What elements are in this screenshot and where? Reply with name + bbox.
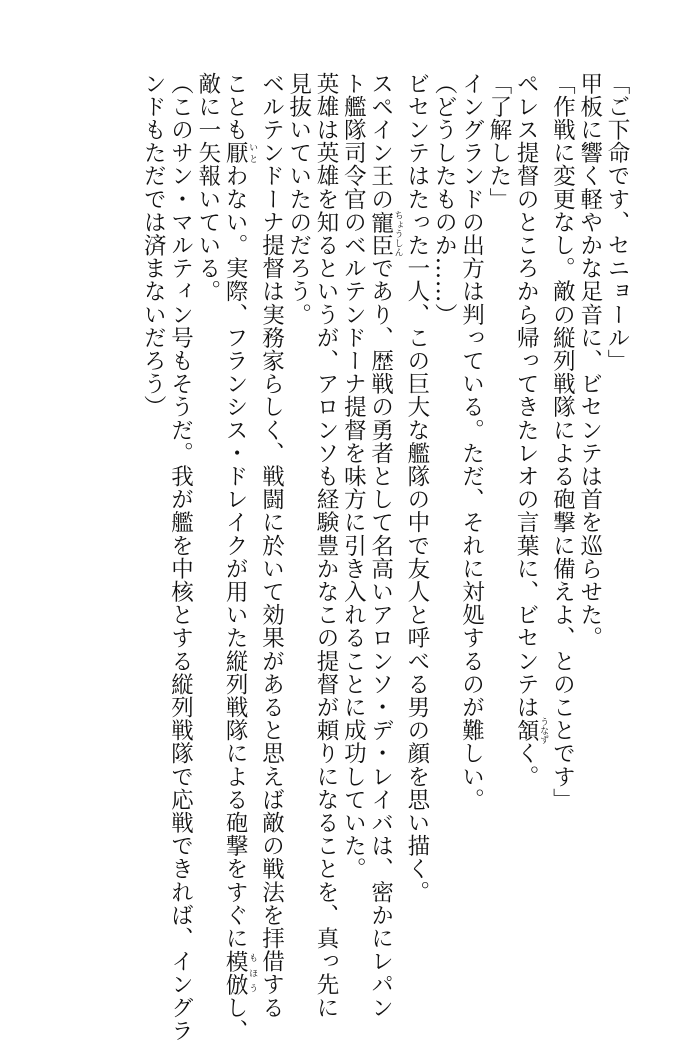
text-line-7: （どうしたものか……） [431, 72, 458, 327]
text-line-6: イングランドの出方は判っている。ただ、それに対処するのが難しい。 [458, 72, 485, 812]
ruby-choushin [367, 210, 403, 257]
text-line-2: 甲板に響く軽やかな足音に、ビセンテは首を巡らせた。 [576, 72, 603, 650]
text-line-13: ベルテンドーナ提督は実務家らしく、戦闘に於いて効果があると思えば敵の戦法を拝借する [258, 72, 285, 1020]
text-line-8: ビセンテはたった一人、この巨大な艦隊の中で友人と呼べる男の顔を思い描く。 [403, 72, 430, 904]
text-line-14-mid: わない。実際、フランシス・ドレイクが用いた縦列戦隊による砲撃をすぐに [222, 164, 249, 950]
vertical-text-body [139, 72, 630, 1042]
text-line-1: 「ご下命です、セニョール」 [604, 72, 630, 373]
text-line-14-main: ことも [222, 72, 249, 142]
ruby-itowanai [222, 141, 258, 165]
text-line-14-tail: し、 [222, 996, 249, 1042]
text-line-3: 「作戦に変更なし。敵の縦列戦隊による砲撃に備えよ、とのことです」 [549, 72, 576, 812]
ruby-mohou-base: 模倣 [222, 949, 249, 997]
text-line-4 [512, 72, 548, 972]
text-line-10: ト艦隊司令官のベルテンドーナ提督を味方に引き入れることに成功していた。 [340, 72, 367, 881]
text-line-4-main: ペレス提督のところから帰ってきたレオの言葉に、ビセンテは [513, 72, 540, 719]
text-line-9 [366, 72, 403, 1020]
ruby-itowanai-base: 厭 [222, 141, 249, 165]
text-line-12: 見抜いていたのだろう。 [285, 72, 312, 327]
ruby-mohou [222, 949, 258, 997]
text-line-9-tail: であり、歴戦の勇者として名高いアロンソ・デ・レイバは、密かにレパン [367, 256, 394, 1020]
text-line-16: （このサン・マルティン号もそうだ。我が艦を中核とする縦列戦隊で応戦できれば、イングラ [167, 72, 194, 1042]
text-line-15: 敵に一矢報いている。 [194, 72, 221, 303]
ruby-unazuku-reading: うなず [538, 716, 549, 744]
ruby-mohou-reading: もほう [247, 949, 258, 997]
ruby-choushin-reading: ちょうしん [392, 210, 403, 257]
text-line-11: 英雄は英雄を知るというが、アロンソも経験豊かなこの提督が頼りになることを、真っ先に [313, 72, 340, 1020]
text-line-9-main: スペイン王の [367, 72, 394, 211]
text-line-4-tail: く。 [513, 741, 540, 789]
text-line-5: 「了解した」 [485, 72, 512, 211]
text-line-14 [221, 72, 258, 1042]
ruby-unazuku [513, 716, 549, 744]
ruby-itowanai-reading: いと [247, 141, 258, 165]
text-line-17: ンドもただでは済まないだろう） [140, 72, 167, 419]
ruby-choushin-base: 寵臣 [367, 210, 394, 257]
ruby-unazuku-base: 頷 [513, 716, 540, 744]
